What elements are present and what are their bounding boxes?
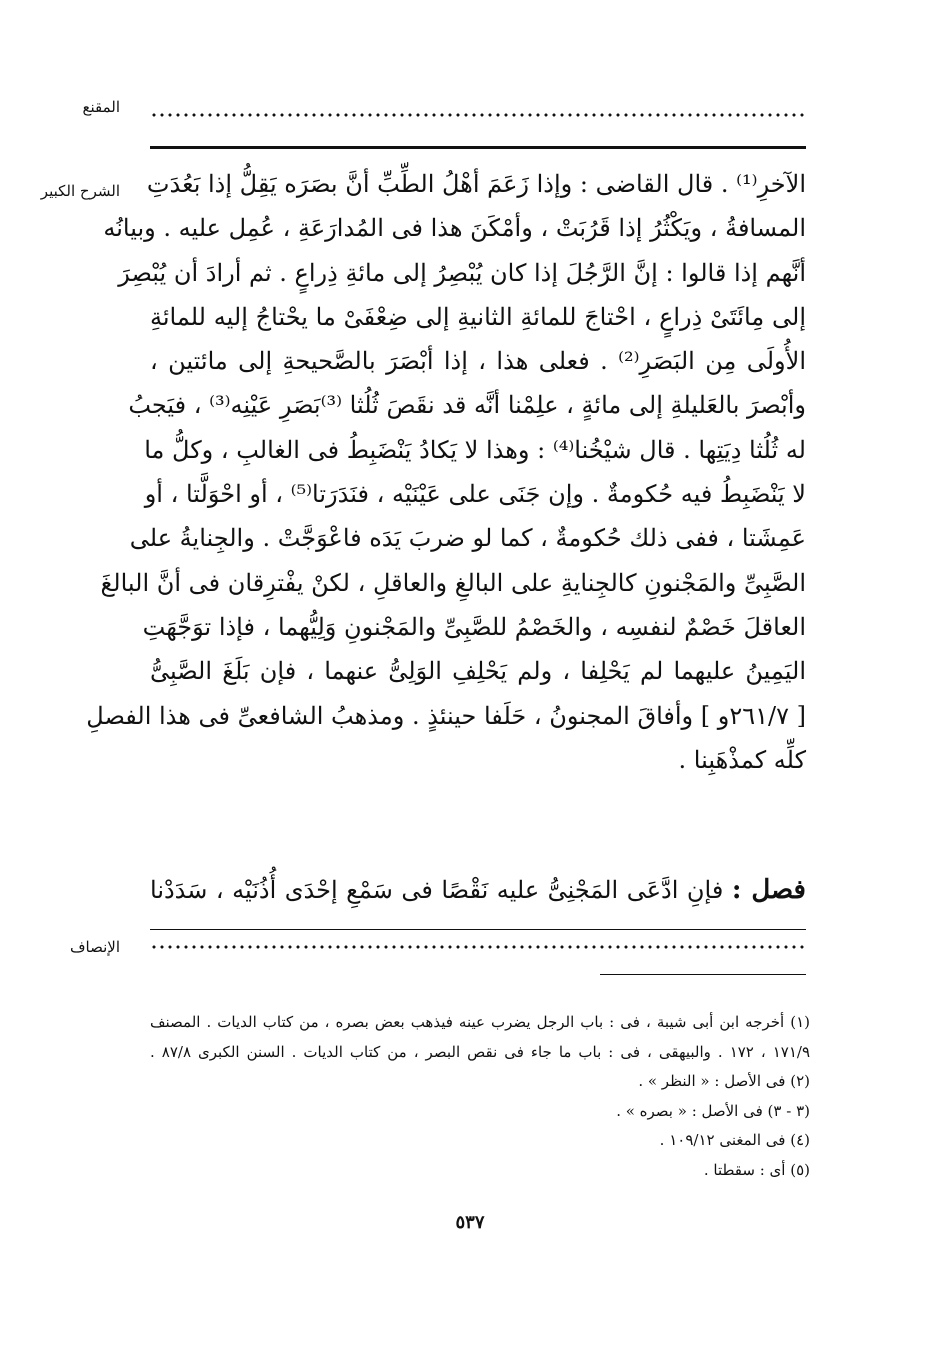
text-line: لا يَنْضَبِطُ فيه حُكومةٌ . وإن جَنَى على عَيْنَيْه ، فنَدَرَتا⁽⁵⁾ ، أو احْوَلَّتا ، أو [144, 480, 806, 509]
dotted-divider-bottom [150, 945, 806, 949]
text-line: وأبْصرَ بالعَليلةِ إلى مائةٍ ، علِمْنا أنَّه قد نقَصَ ثُلُثا ⁽³⁾بَصَرِ عَيْنِه⁽³⁾ ، فيَجبُ [128, 391, 806, 420]
text-line: كلِّه كمذْهَبِنا . [678, 745, 806, 774]
text-line: له ثُلُثا دِيَتِها . قال شيْخُنا⁽⁴⁾ : وهذا لا يَكادُ يَنْضَبِطُ فى الغالبِ ، وكلُّ ما [144, 435, 806, 464]
section-label-sharh: الشرح الكبير [40, 182, 120, 200]
fasl-text: فإنِ ادَّعَى المَجْنِىُّ عليه نَقْصًا فى سَمْعِ إحْدَى أُذُنَيْه ، سَدَدْنا [150, 876, 724, 904]
text-line: [ ٢٦١/٧و ] وأفاقَ المجنونُ ، حَلَفا حينئذٍ . ومذهبُ الشافعىِّ فى هذا الفصلِ [86, 701, 806, 730]
footnote-separator [600, 974, 806, 975]
footnote: (٢) فى الأصل : « النظر » . [638, 1072, 810, 1090]
text-line: إلى مِائَتَىْ ذِراعٍ ، احْتاجَ للمائةِ الثانيةِ إلى ضِعْفَىْ ما يحْتاجُ إليه للمائةِ [150, 302, 806, 331]
section-label-muqni: المقنع [82, 98, 120, 116]
insaf-rule [150, 929, 806, 930]
text-line: المسافةُ ، ويَكْثُرُ إذا قَرُبَتْ ، وأمْكَنَ هذا فى المُدارَعَةِ ، عُمِل عليه . وبيانُه [103, 214, 806, 243]
section-label-insaf: الإنصاف [69, 938, 120, 956]
footnote: (١) أخرجه ابن أبى شيبة ، فى : باب الرجل يضرب عينه فيذهب بعض بصره ، من كتاب الديات . المصنف [150, 1013, 810, 1031]
footnote: (٤) فى المغنى ١٠٩/١٢ . [659, 1131, 810, 1149]
text-line: اليَمِينُ عليهما لم يَحْلِفا ، ولم يَحْلِفِ الوَلِىُّ عنهما ، فإن بَلَغَ الصَّبِىُّ [150, 657, 806, 686]
text-line: العاقلَ خَصْمٌ لنفسِه ، والخَصْمُ للصَّبِىِّ والمَجْنونِ وَلِيُّهما ، فإذا توَجَّهَتِ [142, 612, 806, 641]
fasl-heading: فصل : [731, 875, 806, 905]
section-fasl [150, 868, 806, 912]
footnote: (٣ - ٣) فى الأصل : « بصره » . [616, 1101, 810, 1120]
header-rule [150, 146, 806, 149]
footnote: (٥) أى : سقطتا . [703, 1160, 810, 1179]
dotted-divider-top [150, 113, 806, 117]
text-line: عَمِشَتا ، ففى ذلك حُكومةٌ ، كما لو ضربَ يَدَه فاعْوَجَّتْ . والجِنايةُ على [129, 524, 806, 553]
main-text-block [86, 162, 806, 782]
page-number: ٥٣٧ [455, 1212, 485, 1233]
text-line: أنَّهم إذا قالوا : إنَّ الرَّجُلَ إذا كان يُبْصِرُ إلى مائةِ ذِراعٍ . ثم أرادَ أن يُبْصِرَ [118, 258, 806, 287]
footnotes [150, 1008, 810, 1185]
text-line: الصَّبِىِّ والمَجْنونِ كالجِنايةِ على البالغِ والعاقلِ ، لكنْ يفْترِقان فى أنَّ البالغَ [100, 568, 806, 597]
text-line: الآخرِ⁽¹⁾ . قال القاضى : وإذا زَعَمَ أهْلُ الطِّبِّ أنَّ بصَرَه يَقِلُّ إذا بَعُدَتِ [146, 170, 806, 198]
footnote: ١٧١/٩ ، ١٧٢ . والبيهقى ، فى : باب ما جاء فى نقص البصر ، من كتاب الديات . السنن الكبرى ٨٧/٨ . [150, 1042, 810, 1061]
text-line: الأُولَى مِن البَصَرِ⁽²⁾ . فعلى هذا ، إذا أبْصَرَ بالصَّحيحةِ إلى مائتين ، [150, 347, 806, 376]
